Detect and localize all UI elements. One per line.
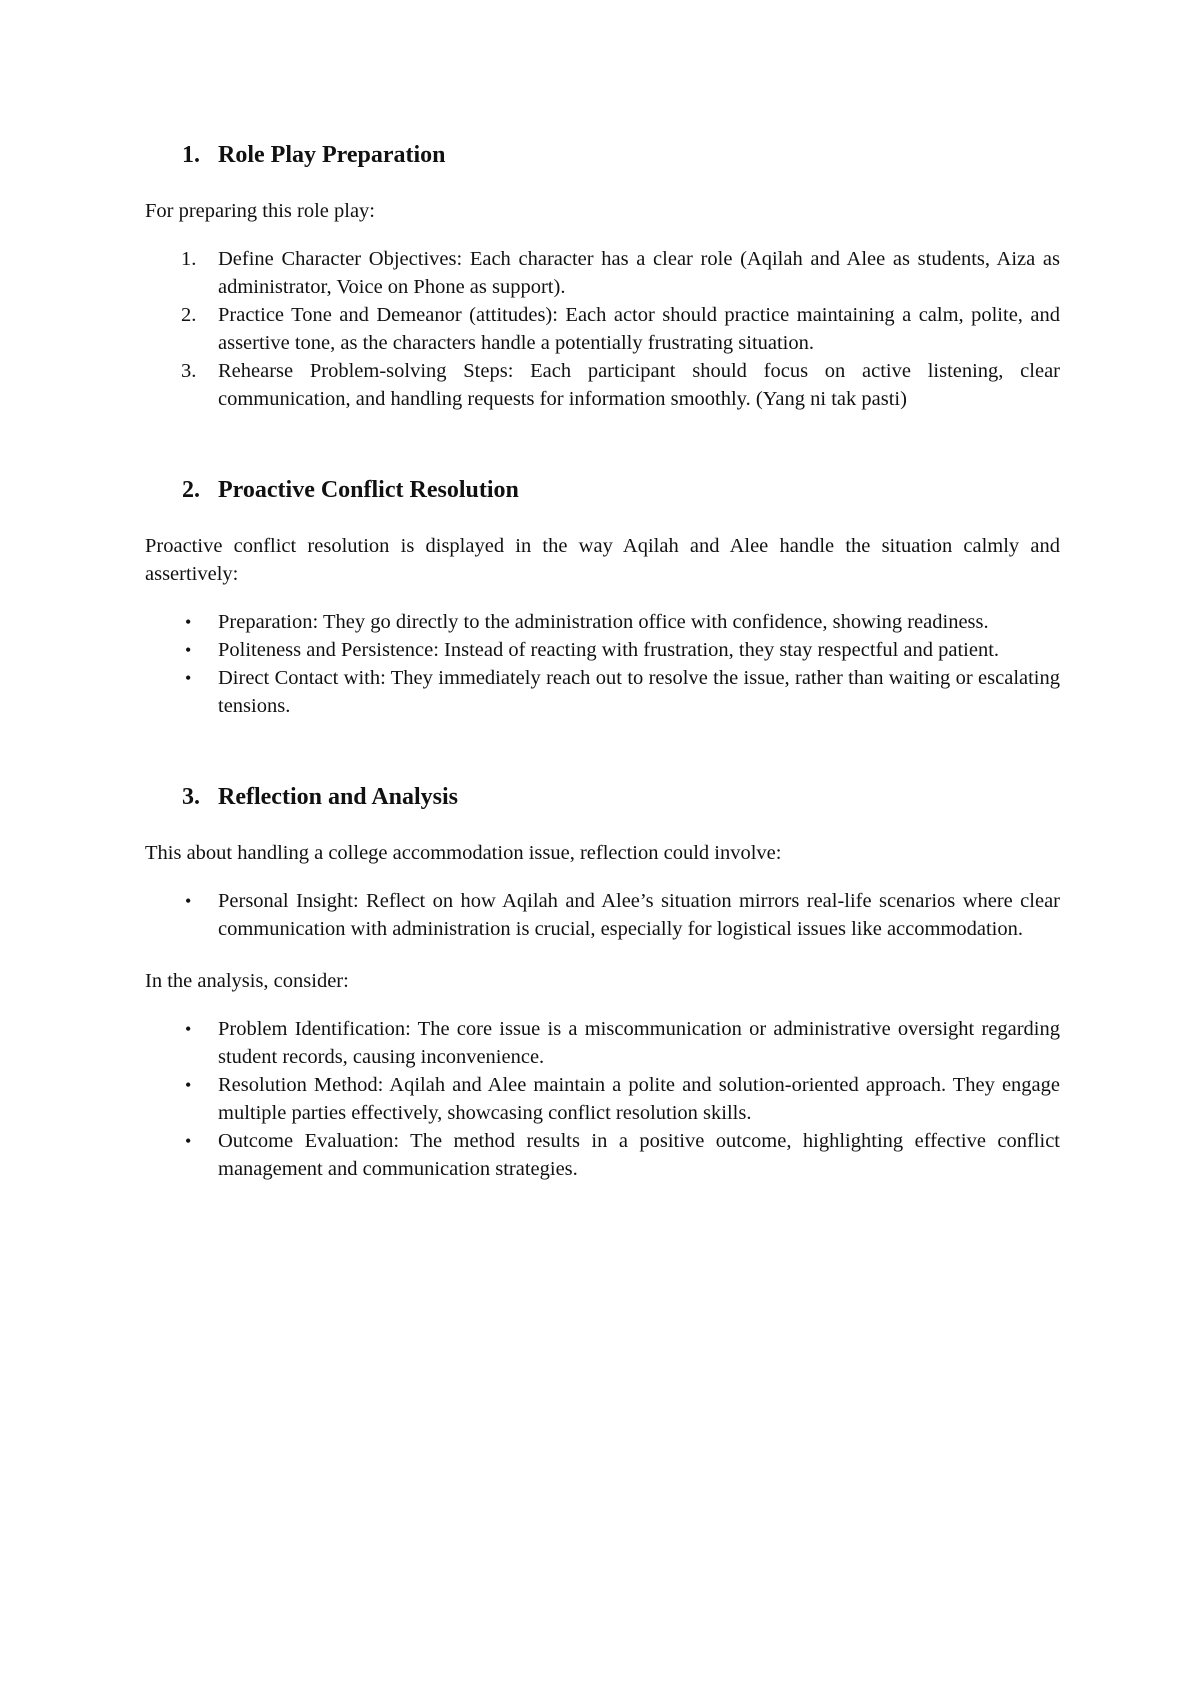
section-intro: Proactive conflict resolution is displayed in the way Aqilah and Alee handle the situation calmly and assertively: [145, 535, 1060, 585]
list-item-text: Resolution Method: Aqilah and Alee maintain a polite and solution-oriented approach. They engage multiple parties effectively, showcasing conflict resolution skills. [218, 1074, 1060, 1124]
document-body [145, 140, 1060, 1207]
list-number: 3. [181, 360, 197, 382]
section-intro: This about handling a college accommodation issue, reflection could involve: [145, 842, 782, 864]
list-item [145, 301, 1060, 357]
list-item-text: Define Character Objectives: Each character has a clear role (Aqilah and Alee as students, Aiza as administrator, Voice on Phone as support). [218, 248, 1060, 298]
bullet-icon: • [185, 1075, 192, 1095]
list-item [145, 1015, 1060, 1071]
bullet-list [145, 1015, 1060, 1183]
list-item-text: Direct Contact with: They immediately reach out to resolve the issue, rather than waiting or escalating tensions. [218, 667, 1060, 717]
section-heading [182, 475, 1060, 505]
list-number: 2. [181, 304, 197, 326]
heading-title: Proactive Conflict Resolution [218, 477, 519, 503]
list-item [145, 1071, 1060, 1127]
section-reflection-and-analysis [145, 782, 1060, 1183]
list-item [145, 1127, 1060, 1183]
bullet-icon: • [185, 891, 192, 911]
bullet-icon: • [185, 640, 192, 660]
list-item [145, 887, 1060, 943]
list-number: 1. [181, 248, 197, 270]
list-item-text: Politeness and Persistence: Instead of reacting with frustration, they stay respectful and patient. [218, 639, 1000, 661]
bullet-icon: • [185, 612, 192, 632]
list-item [145, 245, 1060, 301]
list-item [145, 357, 1060, 413]
list-item [145, 608, 1060, 636]
ordered-list [145, 245, 1060, 413]
bullet-list [145, 608, 1060, 720]
list-item-text: Personal Insight: Reflect on how Aqilah and Alee’s situation mirrors real-life scenarios where clear communication with administration is crucial, especially for logistical issues like accommodation. [218, 890, 1060, 940]
section-heading [182, 782, 1060, 812]
section-proactive-conflict-resolution [145, 475, 1060, 720]
bullet-icon: • [185, 1131, 192, 1151]
section-heading [182, 140, 1060, 170]
list-item [145, 636, 1060, 664]
section-intro: For preparing this role play: [145, 200, 376, 222]
section-role-play-preparation [145, 140, 1060, 413]
bullet-icon: • [185, 668, 192, 688]
list-item-text: Outcome Evaluation: The method results in a positive outcome, highlighting effective conflict management and communication strategies. [218, 1130, 1060, 1180]
heading-title: Reflection and Analysis [218, 784, 459, 810]
list-item-text: Preparation: They go directly to the administration office with confidence, showing readiness. [218, 611, 989, 633]
list-item-text: Problem Identification: The core issue is a miscommunication or administrative oversight regarding student records, causing inconvenience. [218, 1018, 1060, 1068]
analysis-intro: In the analysis, consider: [145, 970, 349, 992]
heading-number: 2. [182, 477, 200, 503]
bullet-icon: • [185, 1019, 192, 1039]
heading-number: 3. [182, 784, 200, 810]
bullet-list [145, 887, 1060, 943]
heading-number: 1. [182, 142, 200, 168]
list-item-text: Rehearse Problem-solving Steps: Each participant should focus on active listening, clear communication, and handling requests for information smoothly. (Yang ni tak pasti) [218, 360, 1060, 410]
heading-title: Role Play Preparation [218, 142, 446, 168]
list-item [145, 664, 1060, 720]
list-item-text: Practice Tone and Demeanor (attitudes): Each actor should practice maintaining a calm, polite, and assertive tone, as the characters handle a potentially frustrating situation. [218, 304, 1060, 354]
